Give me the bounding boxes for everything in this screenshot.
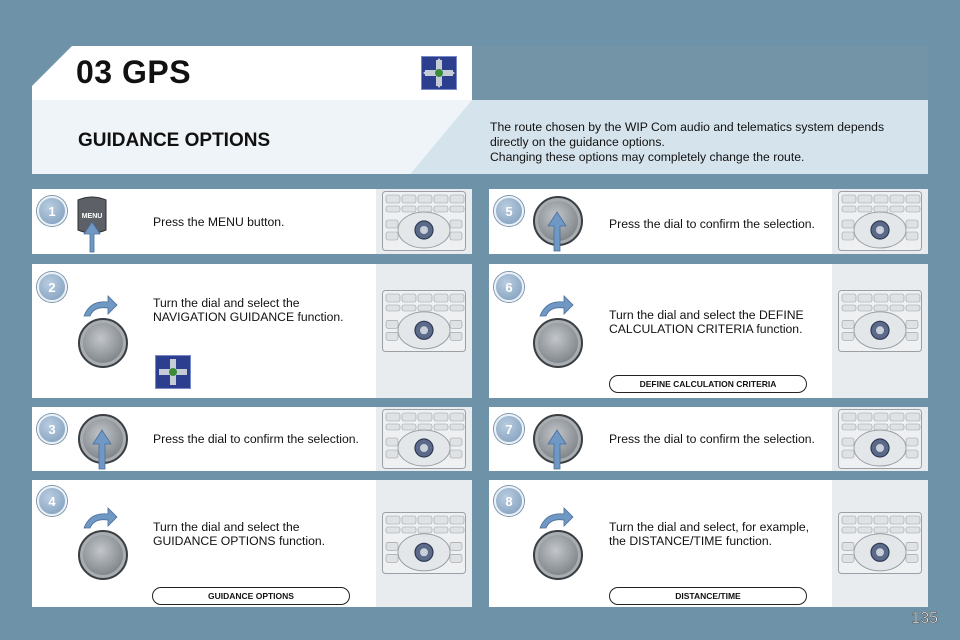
rotary-dial-icon <box>533 530 583 580</box>
control-panel-illustration <box>838 512 922 574</box>
section-title: GUIDANCE OPTIONS <box>78 130 271 151</box>
step-text-line: Turn the dial and select the <box>153 520 300 534</box>
intro-line: directly on the guidance options. <box>490 135 665 149</box>
step-7-badge: 7 <box>494 414 524 444</box>
step-text-line: GUIDANCE OPTIONS function. <box>153 534 326 548</box>
step-8-text <box>609 520 809 548</box>
step-2-text <box>153 296 344 324</box>
step-text-line: Turn the dial and select the <box>153 296 300 310</box>
gps-navigation-icon <box>155 355 191 389</box>
step-text-line: Press the MENU button. <box>153 215 285 229</box>
step-2-badge: 2 <box>37 272 67 302</box>
step-1-badge: 1 <box>37 196 67 226</box>
step-8-badge: 8 <box>494 486 524 516</box>
control-panel-illustration <box>382 290 466 352</box>
rotary-dial-icon <box>78 530 128 580</box>
control-panel-illustration <box>838 191 922 251</box>
step-text-line: Press the dial to confirm the selection. <box>609 432 815 446</box>
turn-arrow-icon <box>82 506 118 530</box>
step-1-text <box>153 215 284 229</box>
intro-line: Changing these options may completely change the route. <box>490 150 805 164</box>
step-text-line: the DISTANCE/TIME function. <box>609 534 773 548</box>
step-6-badge: 6 <box>494 272 524 302</box>
step-4-badge: 4 <box>37 486 67 516</box>
menu-button-label: MENU <box>81 213 103 220</box>
step-6-text <box>609 308 804 336</box>
rotary-dial-icon <box>533 318 583 368</box>
menu-option-label: DEFINE CALCULATION CRITERIA <box>609 375 807 393</box>
press-arrow-icon <box>547 428 567 470</box>
header-band-right <box>472 46 928 100</box>
step-text-line: Press the dial to confirm the selection. <box>153 432 359 446</box>
step-5-badge: 5 <box>494 196 524 226</box>
control-panel-illustration <box>838 409 922 469</box>
control-panel-illustration <box>382 191 466 251</box>
step-text-line: Turn the dial and select the DEFINE <box>609 308 804 322</box>
step-3-text <box>153 432 359 446</box>
gps-navigation-icon <box>421 56 457 90</box>
rotary-dial-icon <box>78 318 128 368</box>
press-arrow-icon <box>547 210 567 252</box>
menu-button-icon <box>72 196 112 256</box>
control-panel-illustration <box>838 290 922 352</box>
turn-arrow-icon <box>538 294 574 318</box>
chapter-title: 03 GPS <box>76 54 192 90</box>
control-panel-illustration <box>382 512 466 574</box>
turn-arrow-icon <box>538 506 574 530</box>
step-5-text <box>609 217 815 231</box>
step-text-line: CALCULATION CRITERIA function. <box>609 322 803 336</box>
intro-line: The route chosen by the WIP Com audio and telematics system depends <box>490 120 885 134</box>
page-number: 135 <box>911 610 938 627</box>
step-4-text <box>153 520 325 548</box>
press-arrow-icon <box>92 428 112 470</box>
turn-arrow-icon <box>82 294 118 318</box>
step-text-line: Turn the dial and select, for example, <box>609 520 810 534</box>
intro-text <box>490 120 910 165</box>
step-text-line: NAVIGATION GUIDANCE function. <box>153 310 344 324</box>
step-3-badge: 3 <box>37 414 67 444</box>
menu-option-label: DISTANCE/TIME <box>609 587 807 605</box>
step-7-text <box>609 432 815 446</box>
step-text-line: Press the dial to confirm the selection. <box>609 217 815 231</box>
menu-option-label: GUIDANCE OPTIONS <box>152 587 350 605</box>
control-panel-illustration <box>382 409 466 469</box>
